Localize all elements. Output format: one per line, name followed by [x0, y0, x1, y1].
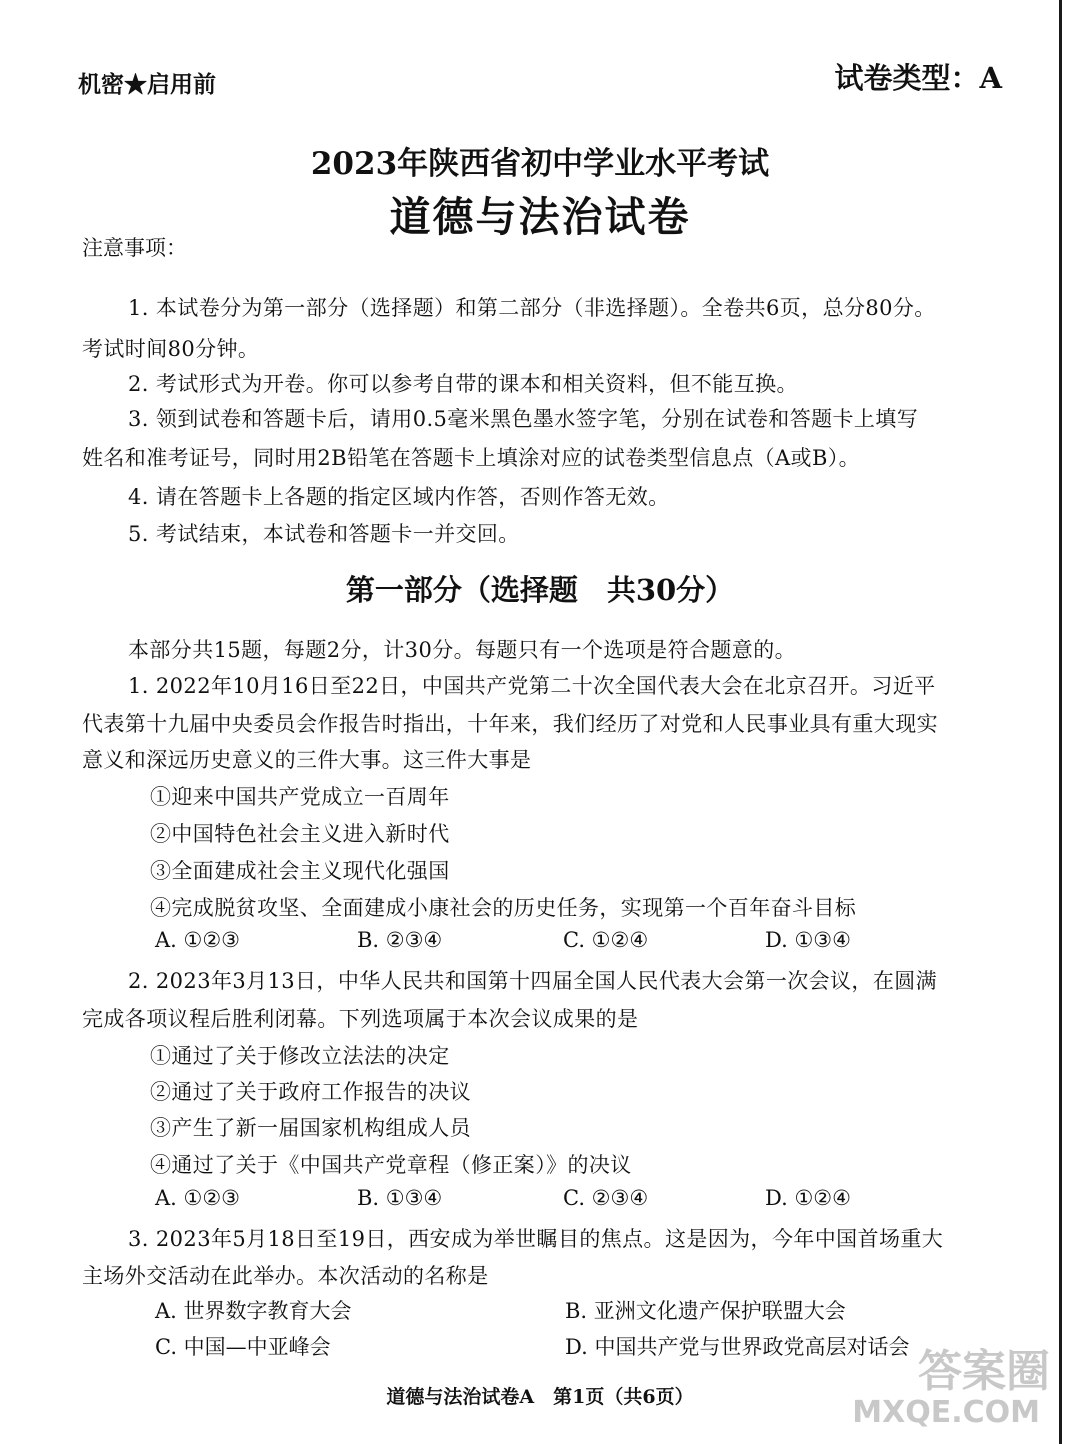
statement-item: ④完成脱贫攻坚、全面建成小康社会的历史任务，实现第一个百年奋斗目标	[150, 896, 857, 920]
statement-item: ①迎来中国共产党成立一百周年	[150, 785, 450, 809]
choice-c: C. ①②④	[563, 928, 649, 952]
question-stem: 完成各项议程后胜利闭幕。下列选项属于本次会议成果的是	[82, 1007, 639, 1031]
choice-b: B. ②③④	[357, 928, 443, 952]
note-item: 5. 考试结束，本试卷和答题卡一并交回。	[128, 522, 520, 546]
choice-a: A. ①②③	[155, 1186, 240, 1210]
choice-b: B. 亚洲文化遗产保护联盟大会	[565, 1299, 846, 1323]
question-stem: 2. 2023年3月13日，中华人民共和国第十四届全国人民代表大会第一次会议，在圆满	[128, 969, 938, 993]
watermark-url: MXQE.COM	[852, 1395, 1040, 1430]
watermark-logo: 答案圈	[918, 1346, 1050, 1397]
exam-title: 2023年陕西省初中学业水平考试	[310, 146, 770, 182]
question-stem: 3. 2023年5月18日至19日，西安成为举世瞩目的焦点。这是因为，今年中国首场重大	[128, 1227, 944, 1251]
note-item: 姓名和准考证号，同时用2B铅笔在答题卡上填涂对应的试卷类型信息点（A或B）。	[82, 446, 861, 470]
choice-a: A. ①②③	[155, 928, 240, 952]
choice-d: D. ①②④	[765, 1186, 851, 1210]
statement-item: ③全面建成社会主义现代化强国	[150, 859, 450, 883]
section-title: 第一部分（选择题 共30分）	[345, 573, 735, 607]
question-stem: 1. 2022年10月16日至22日，中国共产党第二十次全国代表大会在北京召开。习近平	[128, 674, 936, 698]
statement-item: ②通过了关于政府工作报告的决议	[150, 1080, 471, 1104]
note-item: 2. 考试形式为开卷。你可以参考自带的课本和相关资料，但不能互换。	[128, 372, 798, 396]
section-intro: 本部分共15题，每题2分，计30分。每题只有一个选项是符合题意的。	[128, 638, 797, 662]
statement-item: ①通过了关于修改立法法的决定	[150, 1044, 450, 1068]
note-item: 4. 请在答题卡上各题的指定区域内作答，否则作答无效。	[128, 485, 670, 509]
confidential-label: 机密★启用前	[78, 71, 216, 98]
statement-item: ④通过了关于《中国共产党章程（修正案）》的决议	[150, 1153, 632, 1177]
choice-d: D. ①③④	[765, 928, 851, 952]
choice-c: C. 中国—中亚峰会	[155, 1335, 331, 1359]
note-item: 1. 本试卷分为第一部分（选择题）和第二部分（非选择题）。全卷共6页，总分80分。	[128, 296, 936, 320]
subject-title: 道德与法治试卷	[389, 193, 691, 241]
choice-b: B. ①③④	[357, 1186, 443, 1210]
question-stem: 主场外交活动在此举办。本次活动的名称是	[82, 1264, 489, 1288]
statement-item: ②中国特色社会主义进入新时代	[150, 822, 450, 846]
paper-type-label: 试卷类型：A	[834, 61, 1002, 95]
question-stem: 代表第十九届中央委员会作报告时指出，十年来，我们经历了对党和人民事业具有重大现实	[82, 712, 938, 736]
notes-heading: 注意事项：	[82, 236, 187, 260]
choice-c: C. ②③④	[563, 1186, 649, 1210]
choice-a: A. 世界数字教育大会	[155, 1299, 352, 1323]
note-item: 3. 领到试卷和答题卡后，请用0.5毫米黑色墨水签字笔，分别在试卷和答题卡上填写	[128, 407, 919, 431]
question-stem: 意义和深远历史意义的三件大事。这三件大事是	[82, 748, 532, 772]
page-footer: 道德与法治试卷A 第1页（共6页）	[386, 1386, 694, 1408]
note-item: 考试时间80分钟。	[82, 337, 260, 361]
statement-item: ③产生了新一届国家机构组成人员	[150, 1116, 471, 1140]
choice-d: D. 中国共产党与世界政党高层对话会	[565, 1335, 910, 1359]
